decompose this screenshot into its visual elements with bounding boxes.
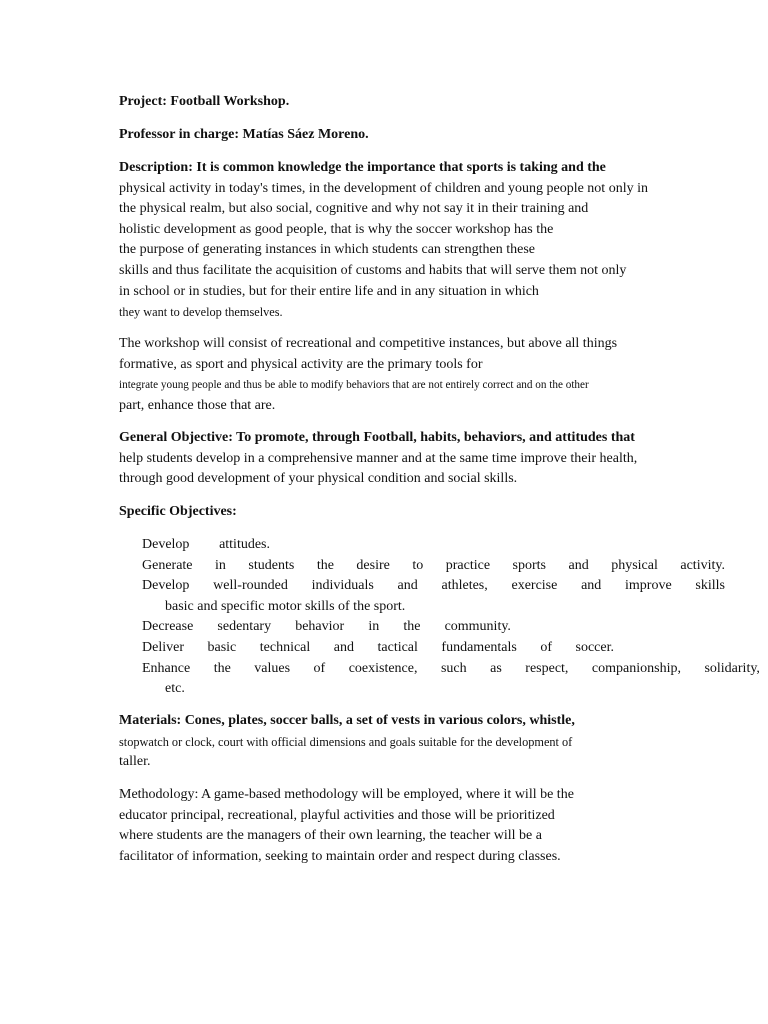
general-objective-lead: General Objective: To promote, through Football, habits, behaviors, and attitudes that xyxy=(119,430,635,445)
objective-word: attitudes. xyxy=(219,537,270,552)
objective-word: values xyxy=(254,660,291,676)
description-line: holistic development as good people, that is why the soccer workshop has the xyxy=(119,221,554,237)
methodology-line: educator principal, recreational, playful activities and those will be prioritized xyxy=(119,807,555,823)
objective-word: of xyxy=(313,660,326,676)
objective-word: as xyxy=(490,660,502,676)
objective-word: Generate xyxy=(142,557,193,573)
methodology-line: facilitator of information, seeking to maintain order and respect during classes. xyxy=(119,848,561,864)
objective-word: the xyxy=(316,557,334,573)
objective-item xyxy=(142,659,760,680)
objective-word: companionship, xyxy=(591,660,681,676)
description-line: in school or in studies, but for their entire life and in any situation in which xyxy=(119,283,539,299)
objective-word: in xyxy=(215,557,226,573)
objective-word: Enhance xyxy=(142,660,191,676)
objective-word: sedentary xyxy=(217,619,272,635)
objective-word: the xyxy=(213,660,231,676)
description-line: physical activity in today's times, in the development of children and young people not only in xyxy=(119,180,648,196)
objective-word: in xyxy=(368,619,380,635)
objective-word: desire xyxy=(356,557,390,573)
objective-item xyxy=(142,638,614,659)
objective-item xyxy=(142,617,511,638)
description-line: the purpose of generating instances in which students can strengthen these xyxy=(119,242,535,258)
materials-paragraph xyxy=(119,711,759,773)
objective-word: athletes, xyxy=(441,578,488,594)
objective-word: solidarity, xyxy=(704,660,760,676)
objective-word: students xyxy=(248,557,295,573)
objective-word: coexistence, xyxy=(348,660,418,676)
workshop-line: part, enhance those that are. xyxy=(119,397,276,413)
description-paragraph xyxy=(119,158,759,323)
objective-word: Develop xyxy=(142,578,190,594)
objective-word: fundamentals xyxy=(441,639,517,655)
objective-word: practice xyxy=(445,557,491,573)
objective-word: the xyxy=(403,619,421,635)
objective-word: and xyxy=(397,578,418,594)
project-label: Project: Football Workshop. xyxy=(119,94,290,109)
general-objective-paragraph xyxy=(119,428,759,490)
objective-word: physical xyxy=(611,557,658,573)
objective-word: skills xyxy=(695,578,725,594)
description-line: skills and thus facilitate the acquisition of customs and habits that will serve them not only xyxy=(119,262,627,278)
objective-word: tactical xyxy=(377,639,418,655)
materials-line: taller. xyxy=(119,754,151,770)
objective-item xyxy=(142,556,725,577)
objective-item xyxy=(142,576,725,597)
objective-word: to xyxy=(412,557,424,573)
objective-word: Develop xyxy=(142,537,190,552)
objective-word: respect, xyxy=(525,660,569,676)
objective-word: individuals xyxy=(311,578,374,594)
objective-item-continuation: etc. xyxy=(165,681,185,697)
objective-item xyxy=(142,535,270,556)
objective-word: improve xyxy=(625,578,672,594)
professor-line xyxy=(119,125,759,146)
objective-word: exercise xyxy=(511,578,558,594)
objective-word: Deliver xyxy=(142,639,184,655)
objective-word: well-rounded xyxy=(213,578,288,594)
objective-word: soccer. xyxy=(575,639,614,655)
workshop-line: integrate young people and thus be able to modify behaviors that are not entirely correct and on the other xyxy=(119,379,589,392)
workshop-paragraph xyxy=(119,334,759,416)
objective-word: community. xyxy=(444,619,511,635)
objective-item-continuation: basic and specific motor skills of the sport. xyxy=(165,598,406,614)
project-title xyxy=(119,92,759,113)
objective-word: Decrease xyxy=(142,619,194,635)
workshop-line: formative, as sport and physical activity are the primary tools for xyxy=(119,356,483,372)
general-objective-line: help students develop in a comprehensive manner and at the same time improve their health, xyxy=(119,450,638,466)
objective-word: technical xyxy=(259,639,311,655)
objective-word: basic xyxy=(207,639,237,655)
objective-word: and xyxy=(568,557,589,573)
objective-word: and xyxy=(333,639,354,655)
general-objective-line: through good development of your physical condition and social skills. xyxy=(119,471,518,487)
specific-objectives-label: Specific Objectives: xyxy=(119,504,237,519)
objective-word: sports xyxy=(512,557,546,573)
specific-objectives-list xyxy=(142,535,760,700)
workshop-line: The workshop will consist of recreational and competitive instances, but above all things xyxy=(119,336,618,351)
description-lead: Description: It is common knowledge the importance that sports is taking and the xyxy=(119,160,606,175)
objective-word: activity. xyxy=(680,557,725,573)
materials-line: stopwatch or clock, court with official dimensions and goals suitable for the development of xyxy=(119,734,573,749)
methodology-line: where students are the managers of their own learning, the teacher will be a xyxy=(119,828,542,844)
objective-word: and xyxy=(581,578,602,594)
specific-objectives-heading xyxy=(119,502,759,523)
methodology-paragraph xyxy=(119,785,759,867)
methodology-line: Methodology: A game-based methodology will be employed, where it will be the xyxy=(119,787,574,802)
objective-word: such xyxy=(440,660,467,676)
materials-lead: Materials: Cones, plates, soccer balls, a set of vests in various colors, whistle, xyxy=(119,713,575,728)
objective-word: of xyxy=(540,639,553,655)
objective-word: behavior xyxy=(295,619,345,635)
description-line: the physical realm, but also social, cognitive and why not say it in their training and xyxy=(119,201,589,217)
professor-label: Professor in charge: Matías Sáez Moreno. xyxy=(119,127,369,142)
description-line: they want to develop themselves. xyxy=(119,305,283,320)
